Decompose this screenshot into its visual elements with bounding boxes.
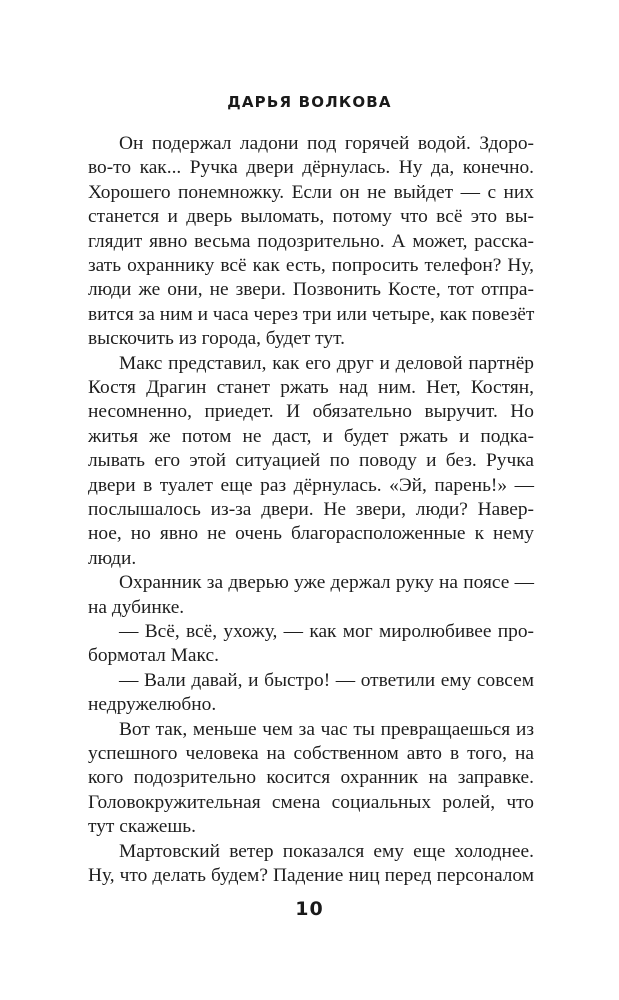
text-line: Он подержал ладони под горячей водой. Здоро- xyxy=(119,133,534,154)
text-line: лывать его этой ситуацией по поводу и без. Ручка xyxy=(88,450,534,472)
text-line: люди же они, не звери. Позвонить Косте, тот отпра- xyxy=(88,279,534,301)
page-number: 10 xyxy=(295,898,324,920)
text-line: во-то как... Ручка двери дёрнулась. Ну да, конечно. xyxy=(88,157,534,179)
text-line: на дубинке. xyxy=(88,596,185,618)
text-line: послышалось из-за двери. Не звери, люди? Навер- xyxy=(88,499,534,520)
running-header-author: ДАРЬЯ ВОЛКОВА xyxy=(227,93,392,111)
text-line: зать охраннику всё как есть, попросить телефон? Ну, xyxy=(88,255,534,276)
text-line: глядит явно весьма подозрительно. А может, расска- xyxy=(88,230,534,252)
text-line: Охранник за дверью уже держал руку на поясе — xyxy=(119,572,534,594)
text-line: Макс представил, как его друг и деловой партнёр xyxy=(119,352,534,374)
text-line: выскочить из города, будет тут. xyxy=(88,328,345,350)
text-line: несомненно, приедет. И обязательно выручит. Но xyxy=(88,401,534,423)
text-line: успешного человека на собственном авто в того, на xyxy=(88,743,534,764)
text-line: вится за ним и часа через три или четыре, как повезёт xyxy=(88,303,535,325)
text-line: ное, но явно не очень благорасположенные к нему xyxy=(88,523,534,545)
text-line: — Всё, всё, ухожу, — как мог миролюбивее про- xyxy=(119,621,534,642)
text-line: люди. xyxy=(88,547,137,569)
text-line: Мартовский ветер показался ему еще холоднее. xyxy=(119,840,534,862)
text-line: Вот так, меньше чем за час ты превращаешься из xyxy=(119,718,534,740)
text-line: станется и дверь выломать, потому что всё это вы- xyxy=(88,206,534,228)
text-line: двери в туалет еще раз дёрнулась. «Эй, парень!» — xyxy=(88,474,534,496)
text-line: Головокружительная смена социальных ролей, что xyxy=(88,791,534,813)
text-line: Костя Драгин станет ржать над ним. Нет, Костян, xyxy=(88,377,534,398)
text-line: житья же потом не даст, и будет ржать и подка- xyxy=(88,425,534,447)
text-line: Ну, что делать будем? Падение ниц перед персоналом xyxy=(88,865,534,886)
text-line: тут скажешь. xyxy=(88,816,196,838)
text-line: — Вали давай, и быстро! — ответили ему совсем xyxy=(119,669,534,691)
text-line: Хорошего понемножку. Если он не выйдет — с них xyxy=(88,181,534,203)
text-line: кого подозрительно косится охранник на заправке. xyxy=(88,767,534,789)
text-line: недружелюбно. xyxy=(88,694,217,716)
text-line: бормотал Макс. xyxy=(88,645,219,667)
